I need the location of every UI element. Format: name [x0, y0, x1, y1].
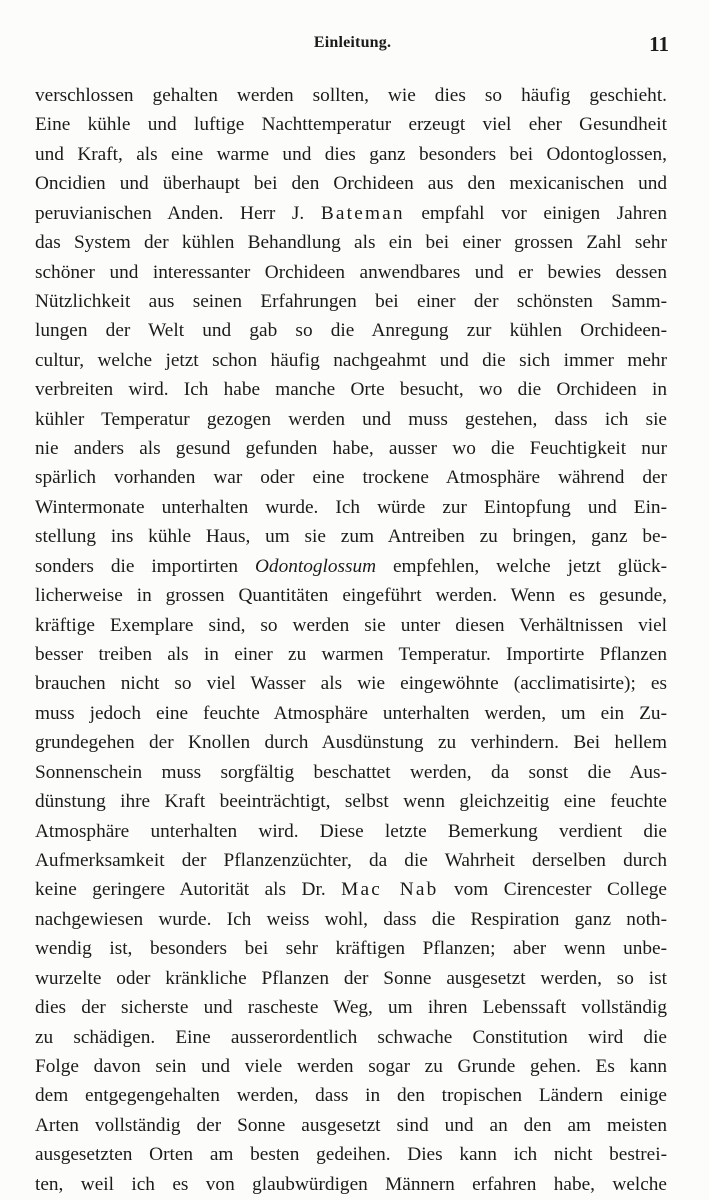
text-line: lungen der Welt und gab so die Anregung zur kühlen Orchideen-	[35, 320, 667, 342]
spaced-name: Mac Nab	[341, 879, 439, 901]
text-line: das System der kühlen Behandlung als ein bei einer grossen Zahl sehr	[35, 232, 667, 254]
text-line: ausgesetzten Orten am besten gedeihen. Dies kann ich nicht bestrei-	[35, 1144, 667, 1166]
text-line: Oncidien und überhaupt bei den Orchideen aus den mexicanischen und	[35, 173, 667, 195]
text-line: Folge davon sein und viele werden sogar zu Grunde gehen. Es kann	[35, 1055, 667, 1077]
text-line: Atmosphäre unterhalten wird. Diese letzte Bemerkung verdient die	[35, 820, 667, 842]
text-line: dies der sicherste und rascheste Weg, um ihren Lebenssaft vollständig	[35, 997, 667, 1019]
body-text	[35, 81, 667, 1199]
text-line: Arten vollständig der Sonne ausgesetzt sind und an den am meisten	[35, 1114, 667, 1136]
text-line: kühler Temperatur gezogen werden und muss gestehen, dass ich sie	[35, 408, 667, 430]
text-line: spärlich vorhanden war oder eine trockene Atmosphäre während der	[35, 467, 667, 489]
text-line: dünstung ihre Kraft beeinträchtigt, selbst wenn gleichzeitig eine feuchte	[35, 791, 667, 813]
italic-term: Odontoglossum	[255, 555, 377, 577]
text-line: schöner und interessanter Orchideen anwendbares und er bewies dessen	[35, 261, 667, 283]
text-line: brauchen nicht so viel Wasser als wie eingewöhnte (acclimatisirte); es	[35, 673, 667, 695]
text-line: verbreiten wird. Ich habe manche Orte besucht, wo die Orchideen in	[35, 379, 667, 401]
text-line: nie anders als gesund gefunden habe, ausser wo die Feuchtigkeit nur	[35, 438, 667, 460]
text-line: Wintermonate unterhalten wurde. Ich würde zur Eintopfung und Ein-	[35, 496, 667, 518]
text-line: Sonnenschein muss sorgfältig beschattet werden, da sonst die Aus-	[35, 761, 667, 783]
text-line: zu schädigen. Eine ausserordentlich schwache Constitution wird die	[35, 1026, 667, 1048]
text-line: grundegehen der Knollen durch Ausdünstung zu verhindern. Bei hellem	[35, 732, 667, 754]
text-line: licherweise in grossen Quantitäten eingeführt werden. Wenn es gesunde,	[35, 585, 667, 607]
text-line: und Kraft, als eine warme und dies ganz besonders bei Odontoglossen,	[35, 143, 667, 165]
text-line: nachgewiesen wurde. Ich weiss wohl, dass die Respiration ganz noth-	[35, 908, 667, 930]
text-line: stellung ins kühle Haus, um sie zum Antreiben zu bringen, ganz be-	[35, 526, 667, 548]
page-header	[36, 34, 669, 60]
text-line: peruvianischen Anden. Herr J. Bateman empfahl vor einigen Jahren	[35, 202, 667, 224]
text-line: kräftige Exemplare sind, so werden sie unter diesen Verhältnissen viel	[35, 614, 667, 636]
spaced-name: Bateman	[320, 202, 405, 224]
text-line: ten, weil ich es von glaubwürdigen Männern erfahren habe, welche	[35, 1173, 667, 1195]
running-title: Einleitung.	[313, 34, 392, 51]
text-line: wendig ist, besonders bei sehr kräftigen Pflanzen; aber wenn unbe-	[35, 938, 667, 960]
text-line: Eine kühle und luftige Nachttemperatur erzeugt viel eher Gesundheit	[35, 114, 667, 136]
text-line: besser treiben als in einer zu warmen Temperatur. Importirte Pflanzen	[35, 644, 667, 666]
text-line: verschlossen gehalten werden sollten, wie dies so häufig geschieht.	[35, 85, 667, 106]
page-number: 11	[649, 32, 669, 56]
text-line: sonders die importirten Odontoglossum empfehlen, welche jetzt glück-	[35, 555, 668, 577]
text-line: Nützlichkeit aus seinen Erfahrungen bei einer der schönsten Samm-	[35, 290, 667, 312]
text-line: Aufmerksamkeit der Pflanzenzüchter, da die Wahrheit derselben durch	[35, 849, 667, 871]
text-line: dem entgegengehalten werden, dass in den tropischen Ländern einige	[35, 1085, 667, 1107]
text-line: muss jedoch eine feuchte Atmosphäre unterhalten werden, um ein Zu-	[35, 702, 667, 724]
text-line: keine geringere Autorität als Dr. Mac Nab vom Cirencester College	[35, 879, 667, 901]
text-line: wurzelte oder kränkliche Pflanzen der Sonne ausgesetzt werden, so ist	[35, 967, 667, 989]
text-line: cultur, welche jetzt schon häufig nachgeahmt und die sich immer mehr	[35, 349, 667, 371]
